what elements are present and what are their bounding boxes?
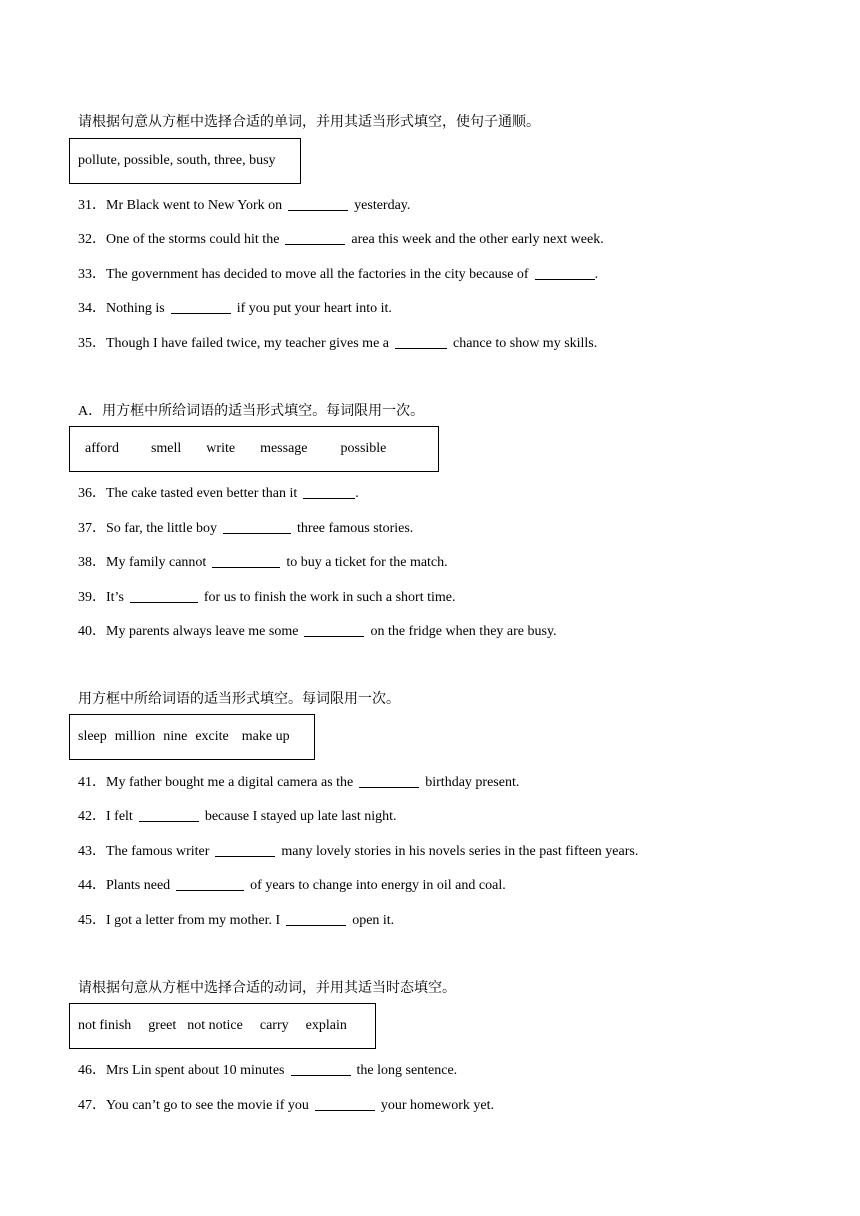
answer-blank[interactable] (223, 519, 291, 534)
word-box-item: message (260, 441, 308, 456)
question-number: 36． (78, 486, 106, 501)
question-number: 44． (78, 878, 106, 893)
question-text-after: of years to change into energy in oil and coal. (250, 878, 506, 893)
question-text-before: Nothing is (106, 301, 165, 316)
question-text-after: . (355, 486, 359, 501)
question-text-before: My parents always leave me some (106, 624, 299, 639)
question-number: 46． (78, 1063, 106, 1078)
question-text-before: Mr Black went to New York on (106, 198, 283, 213)
question-text-after: on the fridge when they are busy. (370, 624, 557, 639)
question-number: 45． (78, 913, 106, 928)
question-41 (78, 771, 519, 791)
question-36 (78, 482, 359, 502)
question-text-before: Though I have failed twice, my teacher gives me a (106, 336, 389, 351)
word-box-item: smell (150, 441, 182, 456)
answer-blank[interactable] (139, 807, 199, 822)
question-text-before: I got a letter from my mother. I (106, 913, 281, 928)
answer-blank[interactable] (359, 773, 419, 788)
question-44 (78, 874, 506, 894)
word-box-item: afford (85, 441, 119, 456)
word-box-item: write (206, 441, 236, 456)
question-text-after: because I stayed up late last night. (204, 809, 397, 824)
question-text-after: the long sentence. (356, 1063, 458, 1078)
question-35 (78, 332, 597, 352)
question-text-after: many lovely stories in his novels series in the past fifteen years. (281, 844, 639, 859)
question-number: 42． (78, 809, 106, 824)
question-text-before: One of the storms could hit the (106, 232, 280, 247)
question-text-after: chance to show my skills. (453, 336, 598, 351)
section-2-word-box (69, 426, 439, 472)
answer-blank[interactable] (286, 911, 346, 926)
question-text-after: your homework yet. (380, 1098, 495, 1113)
answer-blank[interactable] (130, 588, 198, 603)
question-text-after: if you put your heart into it. (236, 301, 392, 316)
question-text-before: My family cannot (106, 555, 207, 570)
word-box-item: not finish (78, 1018, 132, 1033)
question-number: 37． (78, 521, 106, 536)
answer-blank[interactable] (171, 299, 231, 314)
answer-blank[interactable] (315, 1096, 375, 1111)
word-box-item: carry (259, 1018, 289, 1033)
answer-blank[interactable] (176, 876, 244, 891)
section-4-instruction: 请根据句意从方框中选择合适的动词，并用其适当时态填空。 (78, 981, 456, 996)
answer-blank[interactable] (285, 230, 345, 245)
question-47 (78, 1094, 494, 1114)
answer-blank[interactable] (535, 265, 595, 280)
section-3-instruction: 用方框中所给词语的适当形式填空。每词限用一次。 (78, 692, 400, 707)
question-number: 31． (78, 198, 106, 213)
question-text-after: . (594, 267, 599, 282)
question-46 (78, 1059, 457, 1079)
question-number: 43． (78, 844, 106, 859)
section-4-word-box (69, 1003, 376, 1049)
question-32 (78, 228, 604, 248)
question-text-after: open it. (352, 913, 395, 928)
question-text-before: The cake tasted even better than it (106, 486, 298, 501)
question-text-before: It’s (106, 590, 124, 605)
question-number: 39． (78, 590, 106, 605)
word-box-text: pollute, possible, south, three, busy (78, 153, 276, 168)
word-box-item: explain (305, 1018, 347, 1033)
word-box-item: not notice (187, 1018, 243, 1033)
question-text-after: to buy a ticket for the match. (286, 555, 448, 570)
answer-blank[interactable] (212, 553, 280, 568)
question-number: 34． (78, 301, 106, 316)
word-box-item: possible (340, 441, 387, 456)
question-number: 47． (78, 1098, 106, 1113)
question-43 (78, 840, 638, 860)
word-box-item: sleep (78, 729, 107, 744)
word-box-item: excite (195, 729, 229, 744)
word-box-item: greet (148, 1018, 177, 1033)
question-text-before: Mrs Lin spent about 10 minutes (106, 1063, 285, 1078)
question-text-before: The famous writer (106, 844, 210, 859)
question-number: 40． (78, 624, 106, 639)
answer-blank[interactable] (291, 1061, 351, 1076)
question-text-before: Plants need (106, 878, 171, 893)
answer-blank[interactable] (303, 484, 355, 499)
question-number: 38． (78, 555, 106, 570)
word-box-item: million (114, 729, 156, 744)
question-39 (78, 586, 455, 606)
question-45 (78, 909, 394, 929)
answer-blank[interactable] (215, 842, 275, 857)
answer-blank[interactable] (395, 334, 447, 349)
question-text-before: The government has decided to move all the factories in the city because of (106, 267, 529, 282)
word-box-item: make up (241, 729, 290, 744)
question-text-before: My father bought me a digital camera as the (106, 775, 354, 790)
question-text-before: You can’t go to see the movie if you (106, 1098, 309, 1113)
question-text-before: So far, the little boy (106, 521, 218, 536)
section-3-word-box (69, 714, 315, 760)
answer-blank[interactable] (288, 196, 348, 211)
question-number: 35． (78, 336, 106, 351)
question-33 (78, 263, 598, 283)
question-37 (78, 517, 413, 537)
question-31 (78, 194, 410, 214)
question-text-after: yesterday. (354, 198, 411, 213)
word-box-item: nine (163, 729, 188, 744)
question-text-after: for us to finish the work in such a short time. (203, 590, 456, 605)
question-text-after: three famous stories. (297, 521, 414, 536)
question-40 (78, 620, 557, 640)
question-number: 41． (78, 775, 106, 790)
section-1-instruction: 请根据句意从方框中选择合适的单词，并用其适当形式填空，使句子通顺。 (78, 115, 540, 130)
question-number: 33． (78, 267, 106, 282)
question-text-before: I felt (106, 809, 133, 824)
question-42 (78, 805, 397, 825)
question-34 (78, 297, 392, 317)
answer-blank[interactable] (304, 622, 364, 637)
question-text-after: area this week and the other early next week. (351, 232, 604, 247)
question-text-after: birthday present. (425, 775, 520, 790)
section-1-word-box (69, 138, 301, 184)
question-38 (78, 551, 448, 571)
question-number: 32． (78, 232, 106, 247)
section-2-instruction: A．用方框中所给词语的适当形式填空。每词限用一次。 (78, 404, 425, 419)
